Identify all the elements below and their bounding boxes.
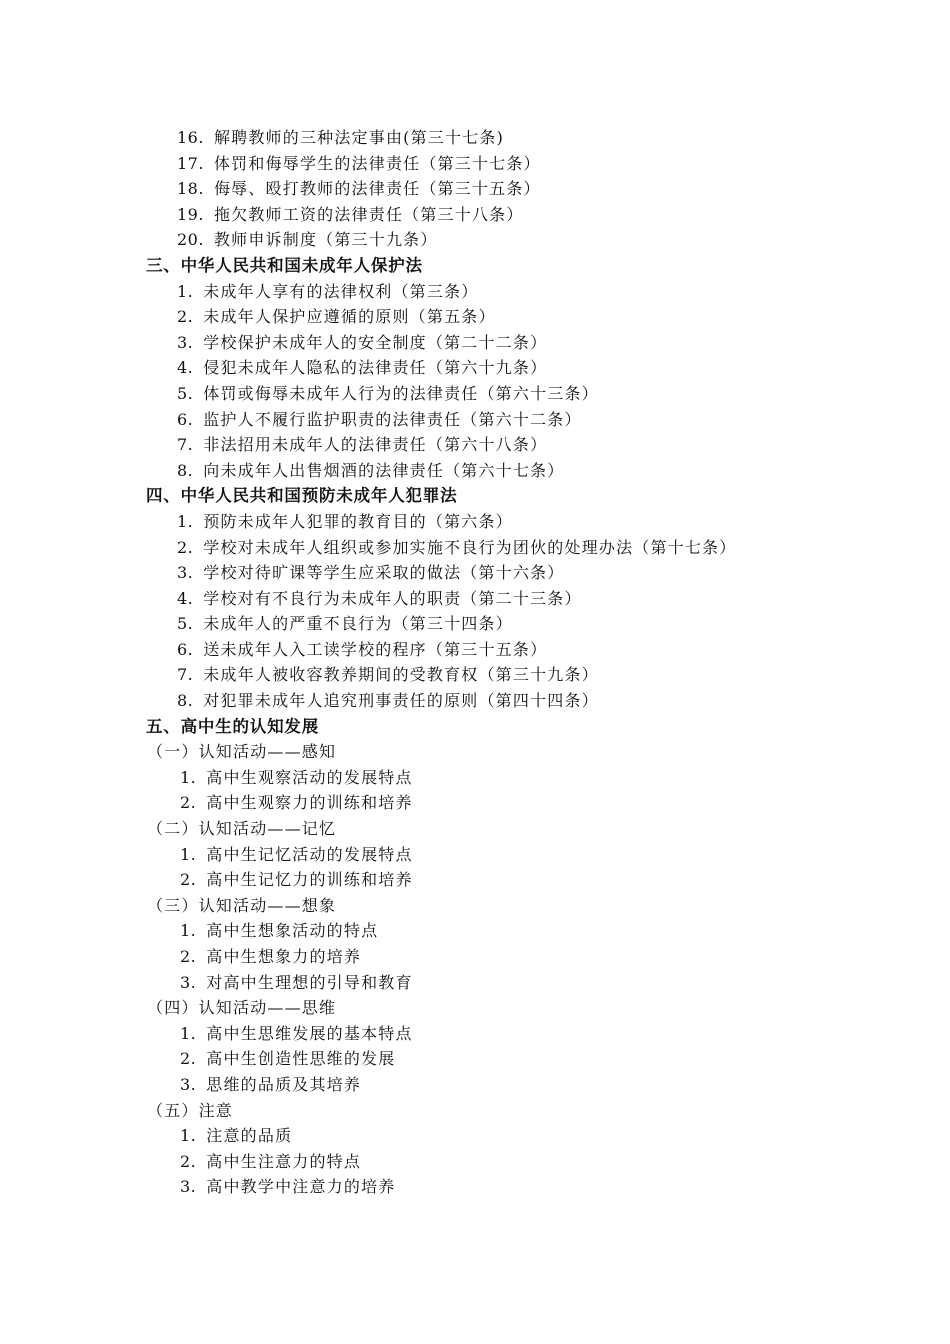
item-number: 3. bbox=[177, 563, 194, 583]
item-number: 7. bbox=[177, 435, 194, 455]
list-item bbox=[0, 1123, 950, 1149]
list-item bbox=[0, 304, 950, 330]
item-text: 未成年人被收容教养期间的受教育权（第三十九条） bbox=[203, 665, 599, 685]
item-number: 8. bbox=[177, 460, 194, 480]
item-text: 高中生记忆活动的发展特点 bbox=[206, 844, 413, 864]
subsection-heading: （三）认知活动——想象 bbox=[147, 895, 337, 915]
item-number: 1. bbox=[180, 844, 197, 864]
item-text: 高中生观察力的训练和培养 bbox=[206, 793, 413, 813]
item-text: 解聘教师的三种法定事由(第三十七条) bbox=[213, 128, 505, 147]
list-item bbox=[0, 790, 950, 816]
list-item bbox=[0, 560, 950, 586]
item-number: 2. bbox=[177, 307, 194, 327]
item-number: 1. bbox=[180, 921, 197, 941]
list-item bbox=[0, 1072, 950, 1098]
item-text: 学校对有不良行为未成年人的职责（第二十三条） bbox=[203, 588, 582, 608]
item-number: 2. bbox=[180, 947, 197, 966]
item-text: 体罚或侮辱未成年人行为的法律责任（第六十三条） bbox=[203, 383, 599, 403]
item-text: 高中教学中注意力的培养 bbox=[206, 1177, 396, 1197]
item-text: 对高中生理想的引导和教育 bbox=[206, 972, 413, 992]
item-number: 3. bbox=[180, 1177, 197, 1197]
item-number: 16. bbox=[177, 128, 204, 147]
section-heading: 三、中华人民共和国未成年人保护法 bbox=[146, 255, 423, 275]
list-item bbox=[0, 1046, 950, 1072]
list-item bbox=[0, 176, 950, 202]
list-item bbox=[0, 918, 950, 944]
item-number: 3. bbox=[180, 1074, 197, 1094]
item-text: 侵犯未成年人隐私的法律责任（第六十九条） bbox=[203, 358, 548, 378]
section-heading: 五、高中生的认知发展 bbox=[146, 716, 319, 736]
item-number: 1. bbox=[180, 767, 197, 787]
subsection-heading: （五）注意 bbox=[147, 1100, 234, 1120]
subsection-heading: （一）认知活动——感知 bbox=[147, 742, 337, 762]
item-text: 学校保护未成年人的安全制度（第二十二条） bbox=[203, 332, 548, 352]
item-text: 学校对待旷课等学生应采取的做法（第十六条） bbox=[203, 563, 565, 583]
item-text: 教师申诉制度（第三十九条） bbox=[213, 230, 438, 250]
item-number: 2. bbox=[177, 537, 194, 557]
item-text: 学校对未成年人组织或参加实施不良行为团伙的处理办法（第十七条） bbox=[203, 537, 737, 557]
list-item bbox=[0, 662, 950, 688]
item-text: 高中生注意力的特点 bbox=[206, 1151, 362, 1171]
list-item bbox=[0, 611, 950, 637]
list-item bbox=[0, 458, 950, 484]
list-item bbox=[0, 944, 950, 970]
item-number: 3. bbox=[177, 332, 194, 352]
item-number: 2. bbox=[180, 870, 197, 890]
list-item bbox=[0, 355, 950, 381]
item-text: 高中生创造性思维的发展 bbox=[206, 1049, 396, 1069]
item-text: 高中生想象力的培养 bbox=[206, 947, 362, 966]
list-item bbox=[0, 842, 950, 868]
item-number: 5. bbox=[177, 614, 194, 634]
item-number: 3. bbox=[180, 972, 197, 992]
list-item bbox=[0, 970, 950, 996]
item-text: 高中生记忆力的训练和培养 bbox=[206, 870, 413, 890]
item-number: 17. bbox=[177, 153, 204, 173]
item-number: 19. bbox=[177, 204, 204, 224]
list-item bbox=[0, 125, 950, 151]
item-number: 1. bbox=[177, 281, 194, 301]
item-number: 8. bbox=[177, 691, 194, 711]
list-item bbox=[0, 535, 950, 561]
item-text: 非法招用未成年人的法律责任（第六十八条） bbox=[203, 435, 548, 455]
item-text: 未成年人保护应遵循的原则（第五条） bbox=[203, 307, 496, 327]
item-text: 高中生观察活动的发展特点 bbox=[206, 767, 413, 787]
list-item bbox=[0, 432, 950, 458]
list-item bbox=[0, 330, 950, 356]
item-number: 2. bbox=[180, 793, 197, 813]
item-number: 1. bbox=[180, 1023, 197, 1043]
list-item bbox=[0, 381, 950, 407]
document-page bbox=[0, 125, 950, 1200]
list-item bbox=[0, 151, 950, 177]
list-item bbox=[0, 586, 950, 612]
item-text: 未成年人的严重不良行为（第三十四条） bbox=[203, 614, 513, 634]
list-item bbox=[0, 765, 950, 791]
list-item bbox=[0, 227, 950, 253]
item-text: 侮辱、殴打教师的法律责任（第三十五条） bbox=[213, 179, 541, 199]
item-text: 高中生想象活动的特点 bbox=[206, 921, 379, 941]
item-number: 2. bbox=[180, 1049, 197, 1069]
item-number: 18. bbox=[177, 179, 204, 199]
list-item bbox=[0, 867, 950, 893]
subsection-heading: （二）认知活动——记忆 bbox=[147, 819, 337, 839]
list-item bbox=[0, 279, 950, 305]
item-text: 思维的品质及其培养 bbox=[206, 1074, 362, 1094]
section-heading: 四、中华人民共和国预防未成年人犯罪法 bbox=[146, 486, 458, 506]
item-text: 监护人不履行监护职责的法律责任（第六十二条） bbox=[203, 409, 582, 429]
item-text: 拖欠教师工资的法律责任（第三十八条） bbox=[213, 204, 524, 224]
list-item bbox=[0, 407, 950, 433]
list-item bbox=[0, 688, 950, 714]
item-text: 未成年人享有的法律权利（第三条） bbox=[203, 281, 479, 301]
item-text: 体罚和侮辱学生的法律责任（第三十七条） bbox=[213, 153, 541, 173]
list-item bbox=[0, 509, 950, 535]
subsection-heading: （四）认知活动——思维 bbox=[147, 998, 337, 1018]
item-text: 送未成年人入工读学校的程序（第三十五条） bbox=[203, 639, 548, 659]
item-number: 4. bbox=[177, 358, 194, 378]
item-text: 向未成年人出售烟酒的法律责任（第六十七条） bbox=[203, 460, 565, 480]
list-item bbox=[0, 637, 950, 663]
item-number: 6. bbox=[177, 409, 194, 429]
list-item bbox=[0, 1149, 950, 1175]
item-number: 1. bbox=[180, 1126, 197, 1146]
item-number: 2. bbox=[180, 1151, 197, 1171]
item-number: 6. bbox=[177, 639, 194, 659]
item-number: 4. bbox=[177, 588, 194, 608]
list-item bbox=[0, 202, 950, 228]
item-text: 高中生思维发展的基本特点 bbox=[206, 1023, 413, 1043]
item-text: 注意的品质 bbox=[206, 1126, 293, 1146]
item-text: 对犯罪未成年人追究刑事责任的原则（第四十四条） bbox=[203, 691, 599, 711]
item-number: 7. bbox=[177, 665, 194, 685]
item-number: 20. bbox=[177, 230, 204, 250]
item-text: 预防未成年人犯罪的教育目的（第六条） bbox=[203, 511, 513, 531]
item-number: 1. bbox=[177, 511, 194, 531]
item-number: 5. bbox=[177, 383, 194, 403]
list-item bbox=[0, 1021, 950, 1047]
list-item bbox=[0, 1174, 950, 1200]
